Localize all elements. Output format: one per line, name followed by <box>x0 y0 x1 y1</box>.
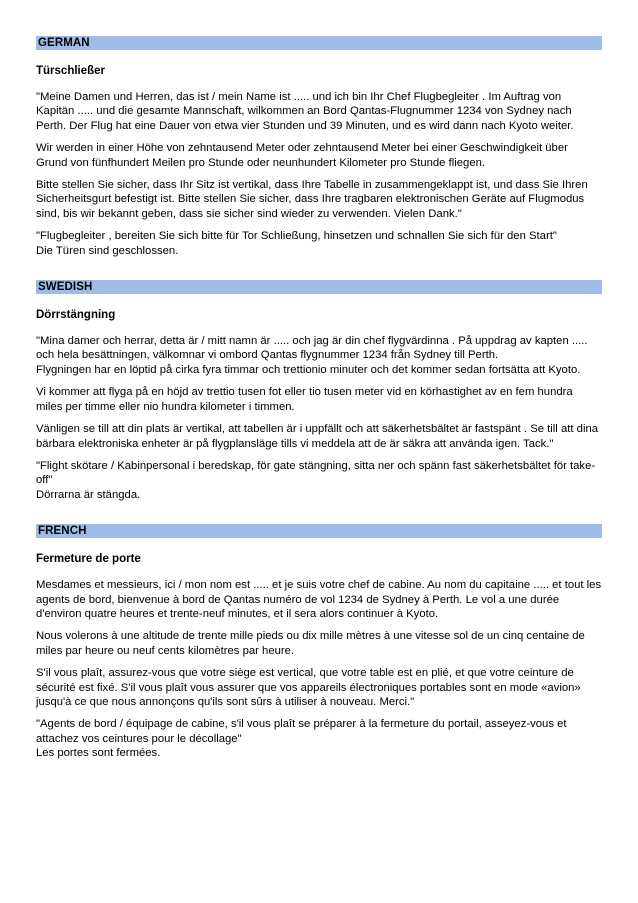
language-header: FRENCH <box>36 524 602 538</box>
paragraph: Vänligen se till att din plats är vertikal, att tabellen är i uppfällt och att säkerhetsbältet är fastspänt . Se till att dina bärbara elektroniska enheter är på flygplansläge tills vi meddela att de är säkra att använda igen. Tack." <box>36 423 599 450</box>
paragraph: Mesdames et messieurs, ici / mon nom est ..... et je suis votre chef de cabine. Au nom du capitaine ..... et tout les agents de bord, bienvenue à bord de Qantas numéro de vol 1234 de Sydney à Perth. Le vol a une durée d'environ quatre heures et trente-neuf minutes, et il sera alors continuer à Kyoto. <box>36 579 602 620</box>
section-title: Dörrstängning <box>36 309 116 322</box>
paragraph: Vi kommer att flyga på en höjd av trettio tusen fot eller tio tusen meter vid en körhastighet av en fem hundra miles per timme eller nio hundra kilometer i timmen. <box>36 386 573 413</box>
paragraph: Nous volerons à une altitude de trente mille pieds ou dix mille mètres à une vitesse sol de un cinq centaine de miles par heure ou neuf cents kilomètres par heure. <box>36 630 585 657</box>
section-french <box>36 524 602 760</box>
language-header: SWEDISH <box>36 280 602 294</box>
section-german <box>36 36 602 258</box>
document-page <box>36 36 602 783</box>
paragraph: "Agents de bord / équipage de cabine, s'il vous plaît se préparer à la fermeture du portail, asseyez-vous et attachez vos ceintures pour le décollage" Les portes sont fermées. <box>36 718 567 760</box>
paragraph: "Mina damer och herrar, detta är / mitt namn är ..... och jag är din chef flygvärdinna . På uppdrag av kapten ..... och hela besättningen, välkomnar vi ombord Qantas flygnummer 1234 från Sydney till Perth. Flygningen har en löptid på cirka fyra timmar och trettionio minuter och det kommer sedan fortsätta att Kyoto. <box>36 335 588 376</box>
paragraph: Wir werden in einer Höhe von zehntausend Meter oder zehntausend Meter bei einer Geschwindigkeit über Grund von fünfhundert Meilen pro Stunde oder neunhundert Kilometer pro Stunde fliegen. <box>36 142 568 169</box>
section-title: Fermeture de porte <box>36 553 141 566</box>
section-swedish <box>36 280 602 502</box>
paragraph: "Meine Damen und Herren, das ist / mein Name ist ..... und ich bin Ihr Chef Flugbegleiter . Im Auftrag von Kapitän ..... und die gesamte Mannschaft, wilkommen an Bord Qantas-Flugnummer 1234 von Sydney nach Perth. Der Flug hat eine Dauer von etwa vier Stunden und 39 Minuten, und es wird dann nach Kyoto weiter. <box>36 91 574 132</box>
paragraph: "Flight skötare / Kabinpersonal i beredskap, för gate stängning, sitta ner och spänn fast säkerhetsbältet för take-off" Dörrarna är stängda. <box>36 459 596 501</box>
paragraph: Bitte stellen Sie sicher, dass Ihr Sitz ist vertikal, dass Ihre Tabelle in zusammengeklappt ist, und dass Sie Ihren Sicherheitsgurt befestigt ist. Bitte stellen Sie sicher, dass Ihre tragbaren elektronischen Geräte auf Flugmodus sind, bis wir bekannt geben, dass sie sicher sind wieder zu verwenden. Vielen Dank." <box>36 179 588 220</box>
language-header: GERMAN <box>36 36 602 50</box>
paragraph: S'il vous plaît, assurez-vous que votre siège est vertical, que votre table est en plié, et que votre ceinture de sécurité est fixé. S'il vous plaît vous assurer que vos appareils électroniques portables sont en mode «avion» jusqu'à ce que nous annonçons qu'ils sont sûrs à utiliser à nouveau. Merci." <box>36 667 581 708</box>
paragraph: "Flugbegleiter , bereiten Sie sich bitte für Tor Schließung, hinsetzen und schnallen Sie sich für den Start" Die Türen sind geschlossen. <box>36 230 557 257</box>
section-title: Türschließer <box>36 65 106 77</box>
